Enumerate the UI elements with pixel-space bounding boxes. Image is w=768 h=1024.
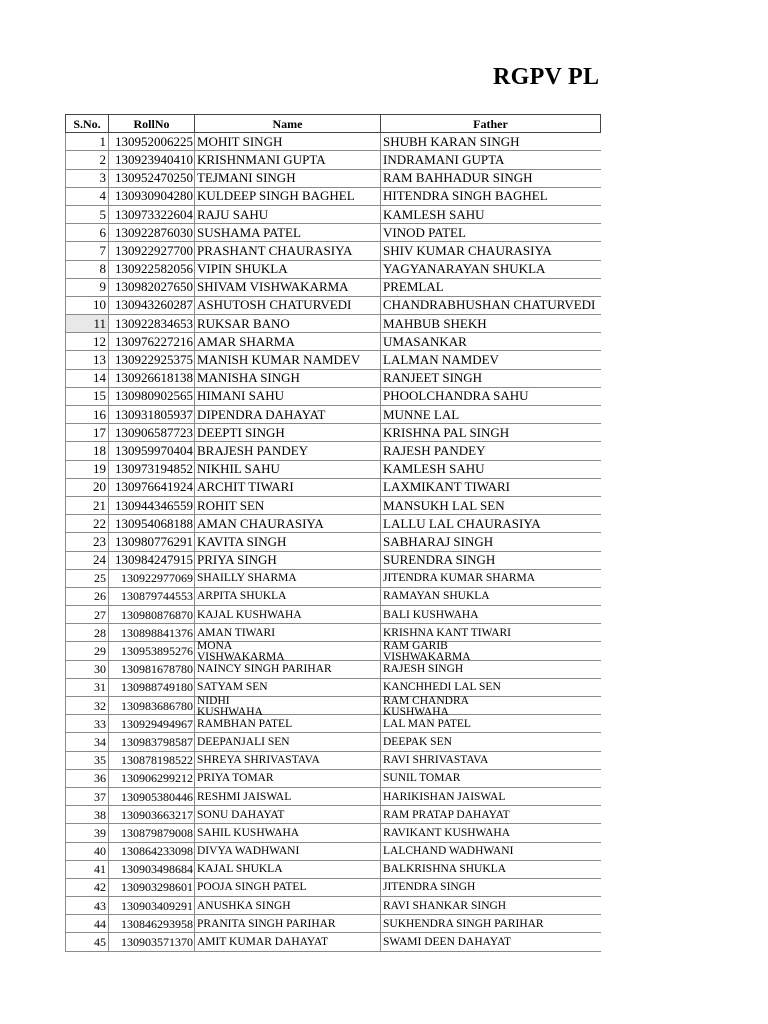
cell-rollno[interactable]: 130903571370 <box>109 933 195 951</box>
table-row <box>66 387 601 405</box>
cell-name[interactable]: ANUSHKA SINGH <box>195 897 381 915</box>
page-title: RGPV PL <box>493 64 600 90</box>
cell-father[interactable]: KRISHNA KANT TIWARI <box>381 624 601 642</box>
cell-sno[interactable]: 41 <box>66 860 109 878</box>
cell-father[interactable]: RAVI SHRIVASTAVA <box>381 751 601 769</box>
cell-name[interactable]: NAINCY SINGH PARIHAR <box>195 660 381 678</box>
cell-sno[interactable]: 12 <box>66 333 109 351</box>
cell-father[interactable]: RANJEET SINGH <box>381 369 601 387</box>
cell-rollno[interactable]: 130954068188 <box>109 515 195 533</box>
table-row <box>66 751 601 769</box>
cell-rollno[interactable]: 130903409291 <box>109 897 195 915</box>
cell-rollno[interactable]: 130903298601 <box>109 878 195 896</box>
cell-name[interactable]: DIVYA WADHWANI <box>195 842 381 860</box>
cell-rollno[interactable]: 130976641924 <box>109 478 195 496</box>
cell-father[interactable]: KRISHNA PAL SINGH <box>381 424 601 442</box>
table-row <box>66 424 601 442</box>
cell-father-line-1: RAM CHANDRA <box>383 695 469 707</box>
cell-sno[interactable]: 37 <box>66 787 109 805</box>
cell-rollno[interactable]: 130922876030 <box>109 224 195 242</box>
cell-father[interactable]: BALKRISHNA SHUKLA <box>381 860 601 878</box>
table-row <box>66 769 601 787</box>
table-header-row <box>66 115 601 133</box>
cell-rollno[interactable]: 130952006225 <box>109 133 195 151</box>
student-table <box>65 114 601 952</box>
table-row <box>66 296 601 314</box>
cell-father-line-2: KUSHWAHA <box>383 706 449 718</box>
cell-name[interactable]: SUSHAMA PATEL <box>195 224 381 242</box>
cell-rollno[interactable]: 130903498684 <box>109 860 195 878</box>
table-row <box>66 569 601 587</box>
cell-rollno[interactable]: 130980902565 <box>109 387 195 405</box>
cell-name[interactable] <box>195 695 381 718</box>
table-row <box>66 715 601 733</box>
cell-name[interactable]: AMAN CHAURASIYA <box>195 515 381 533</box>
cell-name[interactable]: BRAJESH PANDEY <box>195 442 381 460</box>
cell-father[interactable]: SURENDRA SINGH <box>381 551 601 569</box>
table-row <box>66 787 601 805</box>
cell-rollno[interactable]: 130864233098 <box>109 842 195 860</box>
cell-name[interactable]: RESHMI JAISWAL <box>195 787 381 805</box>
cell-sno[interactable]: 23 <box>66 533 109 551</box>
table-row <box>66 915 601 933</box>
cell-rollno[interactable]: 130976227216 <box>109 333 195 351</box>
cell-sno[interactable]: 43 <box>66 897 109 915</box>
cell-name[interactable]: KAVITA SINGH <box>195 533 381 551</box>
table-row <box>66 460 601 478</box>
cell-father[interactable]: RAVI SHANKAR SINGH <box>381 897 601 915</box>
cell-name[interactable]: NIKHIL SAHU <box>195 460 381 478</box>
cell-rollno[interactable]: 130929494967 <box>109 715 195 733</box>
cell-rollno[interactable]: 130878198522 <box>109 751 195 769</box>
cell-father[interactable]: MAHBUB SHEKH <box>381 315 601 333</box>
cell-sno[interactable]: 22 <box>66 515 109 533</box>
cell-father[interactable] <box>381 640 601 664</box>
cell-father[interactable]: KANCHHEDI LAL SEN <box>381 678 601 696</box>
cell-sno[interactable]: 28 <box>66 624 109 642</box>
cell-sno[interactable]: 31 <box>66 678 109 696</box>
cell-rollno[interactable]: 130905380446 <box>109 787 195 805</box>
cell-father[interactable]: CHANDRABHUSHAN CHATURVEDI <box>381 296 601 314</box>
cell-sno[interactable]: 11 <box>66 315 109 333</box>
column-header-father: Father <box>381 115 601 133</box>
table-row <box>66 515 601 533</box>
cell-father[interactable]: LAXMIKANT TIWARI <box>381 478 601 496</box>
table-row <box>66 224 601 242</box>
table-row <box>66 678 601 696</box>
table-row <box>66 406 601 424</box>
cell-sno[interactable]: 20 <box>66 478 109 496</box>
cell-name[interactable]: ARCHIT TIWARI <box>195 478 381 496</box>
cell-rollno[interactable]: 130953895276 <box>109 642 195 660</box>
cell-sno[interactable]: 34 <box>66 733 109 751</box>
table-row <box>66 897 601 915</box>
cell-father[interactable]: KAMLESH SAHU <box>381 205 601 223</box>
cell-sno[interactable]: 26 <box>66 587 109 605</box>
cell-sno[interactable]: 29 <box>66 642 109 660</box>
table-row <box>66 860 601 878</box>
cell-name-line-2: VISHWAKARMA <box>197 651 285 664</box>
cell-name[interactable]: KAJAL KUSHWAHA <box>195 606 381 624</box>
cell-name[interactable]: KULDEEP SINGH BAGHEL <box>195 187 381 205</box>
cell-rollno[interactable]: 130898841376 <box>109 624 195 642</box>
cell-rollno[interactable]: 130982027650 <box>109 278 195 296</box>
table-row <box>66 496 601 514</box>
cell-rollno[interactable]: 130983798587 <box>109 733 195 751</box>
cell-name[interactable]: RAJU SAHU <box>195 205 381 223</box>
cell-rollno[interactable]: 130903663217 <box>109 806 195 824</box>
cell-sno[interactable]: 39 <box>66 824 109 842</box>
cell-sno[interactable]: 5 <box>66 205 109 223</box>
cell-sno[interactable]: 21 <box>66 496 109 514</box>
column-header-name: Name <box>195 115 381 133</box>
cell-sno[interactable]: 7 <box>66 242 109 260</box>
table-row <box>66 806 601 824</box>
cell-sno[interactable]: 33 <box>66 715 109 733</box>
table-row <box>66 642 601 660</box>
cell-rollno[interactable]: 130926618138 <box>109 369 195 387</box>
table-row <box>66 660 601 678</box>
table-row <box>66 187 601 205</box>
cell-sno[interactable]: 40 <box>66 842 109 860</box>
table-row <box>66 369 601 387</box>
table-row <box>66 842 601 860</box>
table-row <box>66 260 601 278</box>
cell-name[interactable]: MANISH KUMAR NAMDEV <box>195 351 381 369</box>
cell-sno[interactable]: 36 <box>66 769 109 787</box>
cell-rollno[interactable]: 130973322604 <box>109 205 195 223</box>
cell-sno[interactable]: 10 <box>66 296 109 314</box>
table-row <box>66 824 601 842</box>
table-row <box>66 478 601 496</box>
cell-name[interactable]: RUKSAR BANO <box>195 315 381 333</box>
cell-sno[interactable]: 2 <box>66 151 109 169</box>
cell-name[interactable]: SATYAM SEN <box>195 678 381 696</box>
cell-sno[interactable]: 4 <box>66 187 109 205</box>
cell-rollno[interactable]: 130923940410 <box>109 151 195 169</box>
cell-name[interactable]: PRANITA SINGH PARIHAR <box>195 915 381 933</box>
cell-rollno[interactable]: 130952470250 <box>109 169 195 187</box>
cell-father[interactable]: SUNIL TOMAR <box>381 769 601 787</box>
cell-sno[interactable]: 1 <box>66 133 109 151</box>
cell-sno[interactable]: 13 <box>66 351 109 369</box>
table-row <box>66 242 601 260</box>
table-row <box>66 533 601 551</box>
cell-rollno[interactable]: 130931805937 <box>109 406 195 424</box>
cell-father[interactable]: JITENDRA SINGH <box>381 878 601 896</box>
cell-rollno[interactable]: 130988749180 <box>109 678 195 696</box>
cell-father-line-1: RAM GARIB <box>383 640 448 653</box>
cell-father[interactable]: PHOOLCHANDRA SAHU <box>381 387 601 405</box>
cell-name[interactable]: KRISHNMANI GUPTA <box>195 151 381 169</box>
table-row <box>66 205 601 223</box>
cell-rollno[interactable]: 130922925375 <box>109 351 195 369</box>
cell-father[interactable]: UMASANKAR <box>381 333 601 351</box>
cell-sno[interactable]: 19 <box>66 460 109 478</box>
cell-father[interactable]: KAMLESH SAHU <box>381 460 601 478</box>
cell-father[interactable]: RAVIKANT KUSHWAHA <box>381 824 601 842</box>
cell-father[interactable]: LAL MAN PATEL <box>381 715 601 733</box>
table-row <box>66 315 601 333</box>
cell-name[interactable]: RAMBHAN PATEL <box>195 715 381 733</box>
cell-name[interactable]: PRIYA TOMAR <box>195 769 381 787</box>
table-row <box>66 933 601 951</box>
cell-rollno[interactable]: 130981678780 <box>109 660 195 678</box>
cell-sno[interactable]: 17 <box>66 424 109 442</box>
cell-father[interactable]: RAM BAHHADUR SINGH <box>381 169 601 187</box>
cell-name[interactable]: PRIYA SINGH <box>195 551 381 569</box>
cell-sno[interactable]: 15 <box>66 387 109 405</box>
cell-father[interactable]: SUKHENDRA SINGH PARIHAR <box>381 915 601 933</box>
table-row <box>66 278 601 296</box>
cell-father[interactable]: YAGYANARAYAN SHUKLA <box>381 260 601 278</box>
cell-father[interactable]: SABHARAJ SINGH <box>381 533 601 551</box>
cell-rollno[interactable]: 130980776291 <box>109 533 195 551</box>
cell-name[interactable]: ARPITA SHUKLA <box>195 587 381 605</box>
cell-sno[interactable]: 45 <box>66 933 109 951</box>
cell-name[interactable]: TEJMANI SINGH <box>195 169 381 187</box>
cell-name[interactable]: ROHIT SEN <box>195 496 381 514</box>
cell-name[interactable]: SHIVAM VISHWAKARMA <box>195 278 381 296</box>
cell-sno[interactable]: 42 <box>66 878 109 896</box>
cell-rollno[interactable]: 130922977069 <box>109 569 195 587</box>
cell-sno[interactable]: 14 <box>66 369 109 387</box>
cell-sno[interactable]: 44 <box>66 915 109 933</box>
table-row <box>66 133 601 151</box>
cell-name[interactable]: HIMANI SAHU <box>195 387 381 405</box>
cell-rollno[interactable]: 130944346559 <box>109 496 195 514</box>
cell-name[interactable]: MANISHA SINGH <box>195 369 381 387</box>
cell-rollno[interactable]: 130846293958 <box>109 915 195 933</box>
cell-father[interactable]: SWAMI DEEN DAHAYAT <box>381 933 601 951</box>
cell-father[interactable]: DEEPAK SEN <box>381 733 601 751</box>
cell-father[interactable]: SHIV KUMAR CHAURASIYA <box>381 242 601 260</box>
cell-sno[interactable]: 27 <box>66 606 109 624</box>
table-row <box>66 606 601 624</box>
cell-rollno[interactable]: 130879744553 <box>109 587 195 605</box>
cell-name-line-2: KUSHWAHA <box>197 706 263 718</box>
cell-sno[interactable]: 6 <box>66 224 109 242</box>
cell-rollno[interactable]: 130943260287 <box>109 296 195 314</box>
cell-father[interactable]: BALI KUSHWAHA <box>381 606 601 624</box>
cell-name[interactable] <box>195 640 381 664</box>
cell-father-line-2: VISHWAKARMA <box>383 651 471 664</box>
table-row <box>66 333 601 351</box>
cell-father[interactable] <box>381 695 601 718</box>
cell-father[interactable]: PREMLAL <box>381 278 601 296</box>
cell-name[interactable]: DEEPANJALI SEN <box>195 733 381 751</box>
cell-name[interactable]: POOJA SINGH PATEL <box>195 878 381 896</box>
table-row <box>66 733 601 751</box>
cell-sno[interactable]: 38 <box>66 806 109 824</box>
cell-name[interactable]: KAJAL SHUKLA <box>195 860 381 878</box>
cell-rollno[interactable]: 130973194852 <box>109 460 195 478</box>
cell-name[interactable]: DIPENDRA DAHAYAT <box>195 406 381 424</box>
cell-father[interactable]: LALMAN NAMDEV <box>381 351 601 369</box>
cell-rollno[interactable]: 130959970404 <box>109 442 195 460</box>
cell-rollno[interactable]: 130879879008 <box>109 824 195 842</box>
cell-father[interactable]: SHUBH KARAN SINGH <box>381 133 601 151</box>
cell-father[interactable]: RAM PRATAP DAHAYAT <box>381 806 601 824</box>
cell-sno[interactable]: 8 <box>66 260 109 278</box>
cell-rollno[interactable]: 130922927700 <box>109 242 195 260</box>
cell-sno[interactable]: 24 <box>66 551 109 569</box>
cell-sno[interactable]: 30 <box>66 660 109 678</box>
cell-name[interactable]: AMIT KUMAR DAHAYAT <box>195 933 381 951</box>
cell-name[interactable]: VIPIN SHUKLA <box>195 260 381 278</box>
cell-name[interactable]: SHAILLY SHARMA <box>195 569 381 587</box>
cell-father[interactable]: MANSUKH LAL SEN <box>381 496 601 514</box>
cell-father[interactable]: MUNNE LAL <box>381 406 601 424</box>
cell-name-line-1: MONA <box>197 640 233 653</box>
column-header-roll: RollNo <box>109 115 195 133</box>
cell-sno[interactable]: 3 <box>66 169 109 187</box>
cell-name[interactable]: AMAN TIWARI <box>195 624 381 642</box>
cell-father[interactable]: RAMAYAN SHUKLA <box>381 587 601 605</box>
table-row <box>66 151 601 169</box>
cell-father[interactable]: RAJESH SINGH <box>381 660 601 678</box>
cell-rollno[interactable]: 130983686780 <box>109 697 195 715</box>
cell-rollno[interactable]: 130922582056 <box>109 260 195 278</box>
cell-name-line-1: NIDHI <box>197 695 230 707</box>
cell-father[interactable]: HITENDRA SINGH BAGHEL <box>381 187 601 205</box>
table-row <box>66 442 601 460</box>
cell-sno[interactable]: 16 <box>66 406 109 424</box>
cell-name[interactable]: SAHIL KUSHWAHA <box>195 824 381 842</box>
cell-sno[interactable]: 25 <box>66 569 109 587</box>
cell-name[interactable]: AMAR SHARMA <box>195 333 381 351</box>
cell-name[interactable]: SHREYA SHRIVASTAVA <box>195 751 381 769</box>
cell-father[interactable]: HARIKISHAN JAISWAL <box>381 787 601 805</box>
cell-rollno[interactable]: 130906299212 <box>109 769 195 787</box>
cell-father[interactable]: LALLU LAL CHAURASIYA <box>381 515 601 533</box>
cell-rollno[interactable]: 130930904280 <box>109 187 195 205</box>
table-row <box>66 587 601 605</box>
cell-name[interactable]: ASHUTOSH CHATURVEDI <box>195 296 381 314</box>
cell-name[interactable]: SONU DAHAYAT <box>195 806 381 824</box>
cell-father[interactable]: VINOD PATEL <box>381 224 601 242</box>
table-row <box>66 551 601 569</box>
cell-rollno[interactable]: 130980876870 <box>109 606 195 624</box>
table-row <box>66 697 601 715</box>
table-row <box>66 169 601 187</box>
cell-name[interactable]: PRASHANT CHAURASIYA <box>195 242 381 260</box>
cell-father[interactable]: RAJESH PANDEY <box>381 442 601 460</box>
cell-rollno[interactable]: 130906587723 <box>109 424 195 442</box>
table-body <box>66 133 601 951</box>
cell-father[interactable]: LALCHAND WADHWANI <box>381 842 601 860</box>
cell-father[interactable]: JITENDRA KUMAR SHARMA <box>381 569 601 587</box>
cell-name[interactable]: DEEPTI SINGH <box>195 424 381 442</box>
cell-name[interactable]: MOHIT SINGH <box>195 133 381 151</box>
table-row <box>66 351 601 369</box>
cell-father[interactable]: INDRAMANI GUPTA <box>381 151 601 169</box>
cell-sno[interactable]: 18 <box>66 442 109 460</box>
cell-sno[interactable]: 9 <box>66 278 109 296</box>
column-header-sno: S.No. <box>66 115 109 133</box>
cell-sno[interactable]: 35 <box>66 751 109 769</box>
cell-rollno[interactable]: 130984247915 <box>109 551 195 569</box>
table-row <box>66 878 601 896</box>
cell-rollno[interactable]: 130922834653 <box>109 315 195 333</box>
cell-sno[interactable]: 32 <box>66 697 109 715</box>
table-row <box>66 624 601 642</box>
